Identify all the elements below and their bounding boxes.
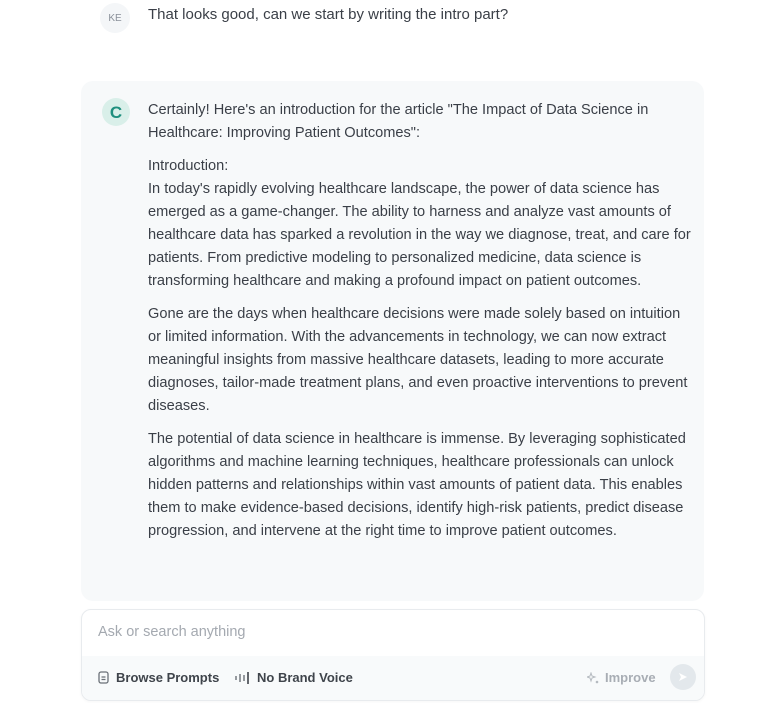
brand-voice-button[interactable] xyxy=(234,670,353,685)
sparkle-icon xyxy=(587,672,599,684)
voice-wave-icon xyxy=(234,671,250,685)
composer xyxy=(81,609,705,701)
user-message-text: That looks good, can we start by writing the intro part? xyxy=(148,6,509,23)
paragraph-1: In today's rapidly evolving healthcare landscape, the power of data science has emerged as a game-changer. The ability to harness and analyze vast amounts of healthcare data has sparked a revolution in the way we diagnose, treat, and care for patients. From predictive modeling to personalized medicine, data science is transforming healthcare and making a profound impact on patient outcomes. xyxy=(148,181,691,289)
section-heading: Introduction: xyxy=(148,158,229,174)
paragraph-2: Gone are the days when healthcare decisions were made solely based on intuition or limited information. With the advancements in technology, we can now extract meaningful insights from massive healthcare datasets, leading to more accurate diagnoses, tailor-made treatment plans, and even proactive interventions to prevent diseases. xyxy=(148,306,688,414)
send-button[interactable] xyxy=(670,664,696,690)
ask-input[interactable] xyxy=(96,620,690,644)
browse-prompts-label: Browse Prompts xyxy=(116,670,220,685)
assistant-message xyxy=(81,81,704,601)
user-avatar: KE xyxy=(100,3,130,33)
user-message xyxy=(100,0,700,40)
improve-button[interactable] xyxy=(587,670,656,685)
brand-voice-label: No Brand Voice xyxy=(257,670,353,685)
assistant-avatar xyxy=(102,98,130,126)
composer-toolbar xyxy=(82,656,704,700)
browse-prompts-button[interactable] xyxy=(98,670,219,685)
document-icon xyxy=(98,671,109,684)
assistant-avatar-letter: C xyxy=(109,102,123,122)
assistant-intro-line: Certainly! Here's an introduction for the article "The Impact of Data Science in Healthcare: Improving Patient Outcomes": xyxy=(148,102,649,141)
improve-label: Improve xyxy=(605,670,656,685)
assistant-message-body xyxy=(148,99,693,553)
paragraph-3: The potential of data science in healthcare is immense. By leveraging sophisticated algorithms and machine learning techniques, healthcare professionals can unlock hidden patterns and relationships within vast amounts of patient data. This enables them to make evidence-based decisions, identify high-risk patients, predict disease progression, and intervene at the right time to improve patient outcomes. xyxy=(148,431,686,539)
send-icon xyxy=(677,671,689,683)
